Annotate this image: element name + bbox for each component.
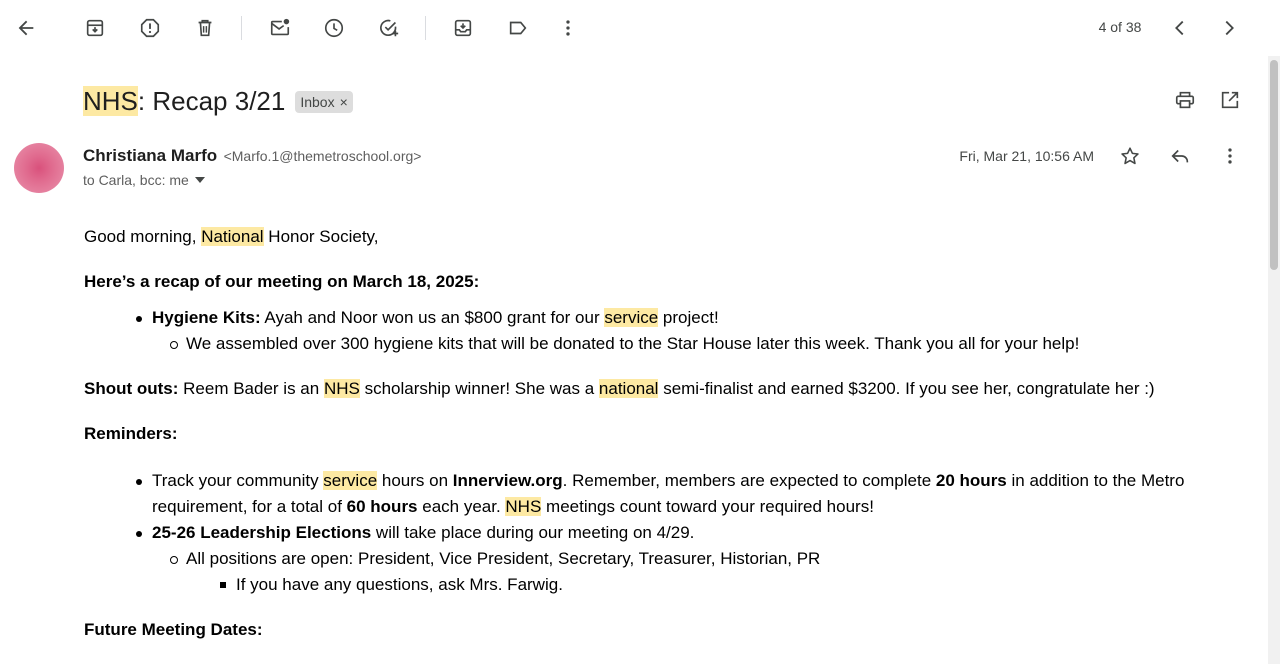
avatar[interactable] [14, 143, 64, 193]
hours-value: 60 hours [346, 497, 418, 516]
greeting-text: Good morning, [84, 227, 202, 246]
sub-sub-list [220, 572, 1254, 598]
hours-value: 20 hours [935, 471, 1007, 490]
list-item-text: in addition to the Metro requirement, for a total of [152, 471, 1185, 516]
more-vert-icon [1219, 145, 1241, 167]
list-item-text: each year. [417, 497, 506, 516]
paragraph-text: semi-finalist and earned $3200. If you see her, congratulate her :) [658, 379, 1155, 398]
paragraph-text: scholarship winner! She was a [359, 379, 599, 398]
search-highlight: NHS [83, 85, 138, 116]
reply-icon [1169, 145, 1191, 167]
list-item-text: project! [658, 308, 719, 327]
pager-count: 4 of 38 [1098, 19, 1142, 35]
toolbar [0, 0, 1268, 56]
recap-list [136, 305, 1254, 357]
sender-name[interactable]: Christiana Marfo [83, 146, 218, 165]
sub-list [170, 546, 1254, 598]
chevron-right-icon [1218, 17, 1240, 39]
email-body [84, 224, 1254, 643]
scrollbar[interactable] [1268, 56, 1280, 664]
list-item-text: Track your community [152, 471, 324, 490]
archive-icon [84, 17, 106, 39]
greeting-text: Honor Society, [263, 227, 379, 246]
reminders-heading: Reminders: [84, 424, 178, 443]
subject-row [83, 82, 353, 120]
chevron-left-icon [1169, 17, 1191, 39]
message-date: Fri, Mar 21, 10:56 AM [959, 148, 1094, 164]
snooze-icon [323, 17, 345, 39]
list-item-text: will take place during our meeting on 4/29. [371, 523, 695, 542]
recipients-toggle[interactable] [83, 172, 205, 188]
sender-email: <Marfo.1@themetroschool.org> [223, 148, 422, 164]
open-new-window-button[interactable] [1210, 80, 1250, 120]
add-task-button[interactable] [369, 8, 409, 48]
sub-list-item: We assembled over 300 hygiene kits that will be donated to the Star House later this week. Thank you all for your help! [170, 331, 1254, 357]
sub-list [170, 331, 1254, 357]
search-highlight: NHS [505, 497, 542, 516]
mark-unread-icon [269, 17, 291, 39]
sub-list-text: All positions are open: President, Vice President, Secretary, Treasurer, Historian, PR [186, 549, 821, 568]
email-subject [83, 86, 285, 117]
list-item [136, 468, 1254, 520]
future-meetings-heading: Future Meeting Dates: [84, 620, 263, 639]
reply-button[interactable] [1160, 136, 1200, 176]
delete-button[interactable] [185, 8, 225, 48]
list-item-text: Ayah and Noor won us an $800 grant for our [260, 308, 605, 327]
labels-button[interactable] [498, 8, 538, 48]
report-spam-icon [139, 17, 161, 39]
toolbar-divider [241, 16, 242, 40]
site-name: Innerview.org [452, 471, 563, 490]
list-item [136, 520, 1254, 598]
older-button[interactable] [1209, 8, 1249, 48]
search-highlight: NHS [323, 379, 360, 398]
star-icon [1119, 145, 1141, 167]
paragraph-label: Shout outs: [84, 379, 179, 398]
newer-button[interactable] [1160, 8, 1200, 48]
label-chip-text: Inbox [300, 94, 335, 110]
caret-down-icon [195, 177, 205, 183]
search-highlight: National [201, 227, 264, 246]
sub-list-item [170, 546, 1254, 598]
print-icon [1174, 89, 1196, 111]
shout-outs [84, 376, 1254, 402]
sub-sub-list-item: If you have any questions, ask Mrs. Farwig. [220, 572, 1254, 598]
toolbar-divider [425, 16, 426, 40]
archive-button[interactable] [75, 8, 115, 48]
trash-icon [194, 17, 216, 39]
report-spam-button[interactable] [130, 8, 170, 48]
message-more-button[interactable] [1210, 136, 1250, 176]
list-item-label: Hygiene Kits: [152, 308, 261, 327]
list-item-text: hours on [377, 471, 453, 490]
subject-text: : Recap 3/21 [137, 85, 286, 116]
print-all-button[interactable] [1165, 80, 1205, 120]
move-to-button[interactable] [443, 8, 483, 48]
recap-heading: Here’s a recap of our meeting on March 18, 2025: [84, 272, 480, 291]
mark-unread-button[interactable] [260, 8, 300, 48]
list-item-label: 25-26 Leadership Elections [152, 523, 372, 542]
back-arrow-icon [15, 17, 37, 39]
list-item-text: . Remember, members are expected to complete [562, 471, 936, 490]
list-item [136, 305, 1254, 357]
back-button[interactable] [6, 8, 46, 48]
add-task-icon [378, 17, 400, 39]
more-vert-icon [557, 17, 579, 39]
snooze-button[interactable] [314, 8, 354, 48]
paragraph-text: Reem Bader is an [178, 379, 324, 398]
inbox-label-chip[interactable] [295, 91, 352, 113]
search-highlight: service [323, 471, 378, 490]
star-button[interactable] [1110, 136, 1150, 176]
remove-label-button[interactable]: × [339, 94, 348, 110]
label-icon [507, 17, 529, 39]
open-in-new-icon [1219, 89, 1241, 111]
more-options-button[interactable] [548, 8, 588, 48]
search-highlight: service [604, 308, 659, 327]
sender-line [83, 146, 421, 166]
list-item-text: meetings count toward your required hours! [541, 497, 874, 516]
move-to-icon [452, 17, 474, 39]
scrollbar-thumb[interactable] [1270, 60, 1278, 270]
reminders-list [136, 468, 1254, 598]
recipients-text: to Carla, bcc: me [83, 172, 189, 188]
greeting [84, 224, 1254, 250]
search-highlight: national [598, 379, 659, 398]
